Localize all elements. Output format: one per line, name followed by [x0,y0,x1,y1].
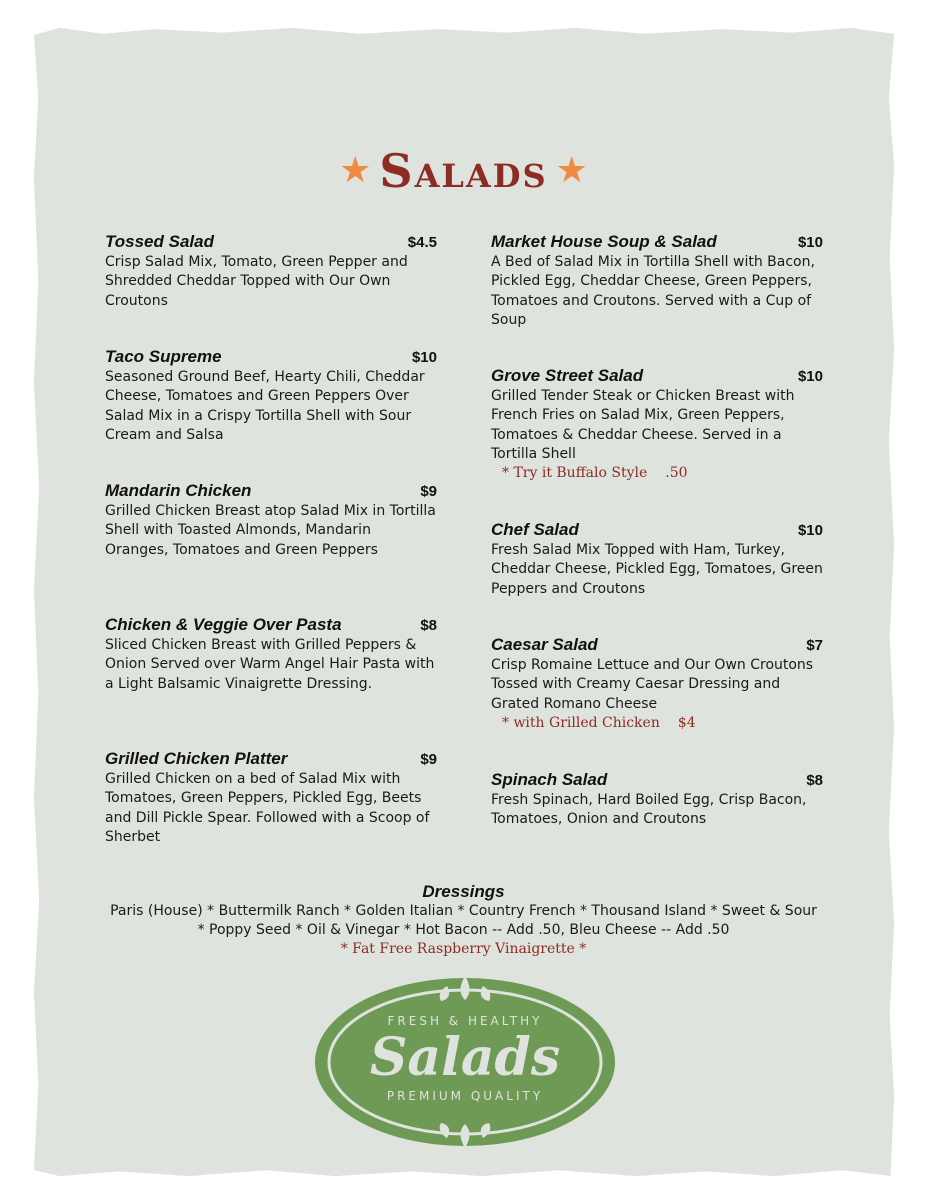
item-price: $8 [806,772,823,789]
item-price: $9 [420,751,437,768]
item-price: $10 [797,522,823,539]
item-name: Mandarin Chicken [105,481,252,500]
dressings-section [105,882,822,957]
menu-item [491,635,823,731]
item-description: Grilled Chicken on a bed of Salad Mix with Tomatoes, Green Peppers, Pickled Egg, Beets and Dill Pickle Spear. Followed with a Scoop of Sherbet [105,771,430,845]
addon-label: * Try it Buffalo Style [502,465,648,482]
item-description: A Bed of Salad Mix in Tortilla Shell with Bacon, Pickled Egg, Cheddar Cheese, Green Peppers, Tomatoes and Croutons. Served with a Cup of Soup [491,254,815,328]
menu-item [491,520,823,599]
item-addon-note [502,465,823,481]
item-name: Tossed Salad [105,232,214,251]
menu-item [491,366,823,481]
logo-bottom-text: PREMIUM QUALITY [386,1089,544,1103]
dressings-title: Dressings [422,882,505,901]
star-icon: ★ [339,150,372,191]
item-name: Spinach Salad [491,770,608,789]
item-name: Grilled Chicken Platter [105,749,288,768]
menu-item [491,232,823,330]
page-title: Salads [379,144,548,198]
item-price: $8 [420,617,437,634]
item-description: Seasoned Ground Beef, Hearty Chili, Cheddar Cheese, Tomatoes and Green Peppers Over Salad Mix in a Crispy Tortilla Shell with Sour Cream and Salsa [105,369,425,443]
menu-item [105,481,437,560]
addon-price: .50 [665,465,688,482]
item-addon-note [502,715,823,731]
item-price: $10 [797,368,823,385]
addon-label: * with Grilled Chicken [502,714,660,731]
menu-item [105,615,437,694]
item-name: Market House Soup & Salad [491,232,717,251]
item-price: $10 [797,234,823,251]
menu-item [491,770,823,830]
item-description: Grilled Tender Steak or Chicken Breast with French Fries on Salad Mix, Green Peppers, Tomatoes & Cheddar Cheese. Served in a Tortilla Shell [491,388,795,462]
logo-main-text: Salads [369,1027,561,1088]
dressings-note: * Fat Free Raspberry Vinaigrette * [340,940,587,957]
item-description: Crisp Romaine Lettuce and Our Own Croutons Tossed with Creamy Caesar Dressing and Grated Romano Cheese [491,657,814,712]
dressings-list: Paris (House) * Buttermilk Ranch * Golden Italian * Country French * Thousand Island * Sweet & Sour * Poppy Seed * Oil & Vinegar * Hot Bacon -- Add .50, Bleu Cheese -- Add .50 [110,903,817,939]
item-price: $9 [420,483,437,500]
item-name: Chicken & Veggie Over Pasta [105,615,342,634]
item-description: Grilled Chicken Breast atop Salad Mix in Tortilla Shell with Toasted Almonds, Mandarin Oranges, Tomatoes and Green Peppers [105,503,436,558]
item-price: $10 [411,349,437,366]
item-name: Grove Street Salad [491,366,644,385]
item-price: $7 [806,637,823,654]
item-name: Chef Salad [491,520,579,539]
item-name: Taco Supreme [105,347,222,366]
menu-item [105,749,437,847]
item-description: Fresh Spinach, Hard Boiled Egg, Crisp Bacon, Tomatoes, Onion and Croutons [491,792,807,828]
salads-logo [312,970,618,1150]
item-name: Caesar Salad [491,635,598,654]
menu-item [105,347,437,445]
item-price: $4.5 [407,234,437,251]
menu-item [105,232,437,311]
item-description: Crisp Salad Mix, Tomato, Green Pepper and Shredded Cheddar Topped with Our Own Croutons [105,254,408,309]
logo-top-text: FRESH & HEALTHY [387,1014,543,1028]
item-description: Sliced Chicken Breast with Grilled Peppers & Onion Served over Warm Angel Hair Pasta with a Light Balsamic Vinaigrette Dressing. [105,637,435,692]
item-description: Fresh Salad Mix Topped with Ham, Turkey, Cheddar Cheese, Pickled Egg, Tomatoes, Green Peppers and Croutons [491,542,823,597]
title-row [0,144,927,198]
addon-price: $4 [677,714,696,731]
star-icon: ★ [555,150,588,191]
